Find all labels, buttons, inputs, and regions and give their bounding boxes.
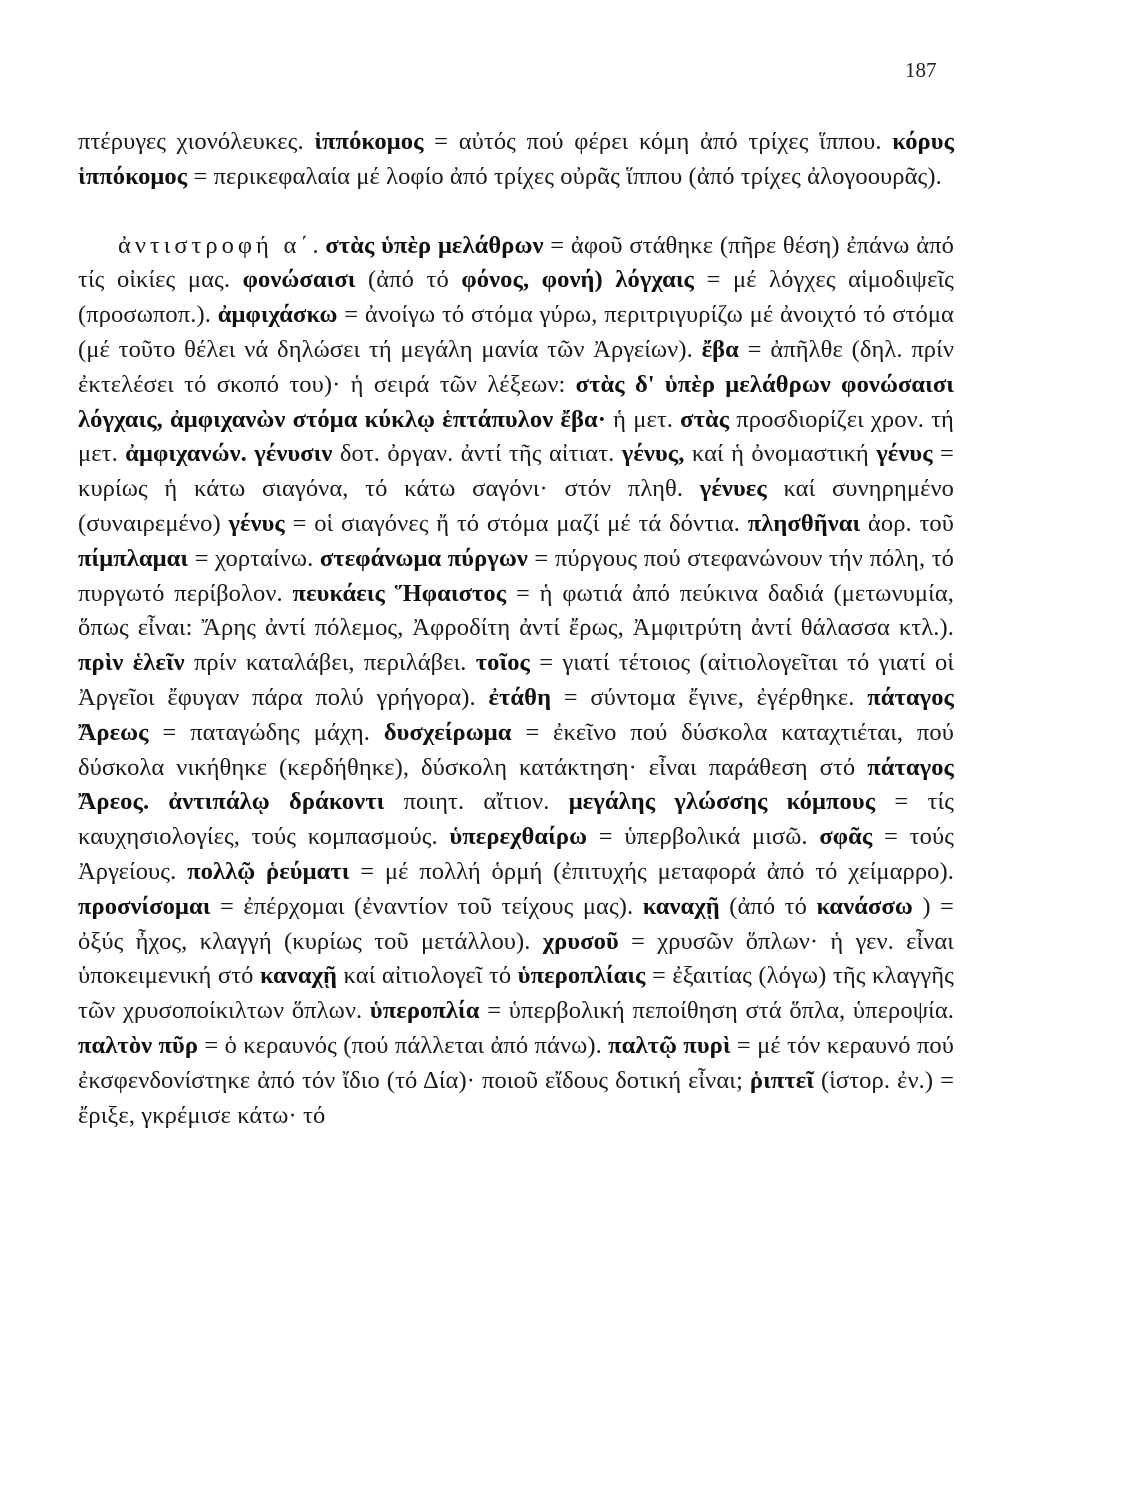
bold-term: λόγχαις	[615, 266, 694, 294]
paragraph-2	[78, 229, 954, 1134]
text-run: = τούς Ἀργείους.	[78, 823, 954, 885]
bold-term: ἐτάθη	[488, 683, 552, 711]
bold-term: πρὶν ἑλεῖν	[78, 649, 185, 677]
page-number: 187	[905, 58, 937, 82]
text-run: (ἱστορ. ἐν.) = ἔριξε, γκρέμισε κάτω· τό	[78, 1066, 955, 1129]
bold-term: πάταγος Ἄρεως	[78, 683, 954, 746]
text-run: = πύργους πού στεφανώνουν τήν πόλη, τό πυργωτό περίβολον.	[78, 544, 954, 607]
bold-term: σφᾶς	[819, 823, 873, 851]
bold-term: χρυσοῦ	[542, 927, 619, 955]
bold-term: γένυς	[876, 440, 933, 468]
text-run: καί αἰτιολογεῖ τό	[337, 962, 518, 990]
text-run: ἀορ. τοῦ	[860, 509, 955, 537]
bold-term: γένυες	[699, 475, 767, 503]
text-run: = μέ τόν κεραυνό πού ἐκσφενδονίστηκε ἀπό τόν ἴδιο (τό Δία)· ποιοῦ εἴδους δοτική εἶναι;	[78, 1031, 955, 1094]
text-run: = τίς καυχησιολογίες, τούς κομπασμούς.	[78, 788, 955, 851]
text-run: = ἀνοίγω τό στόμα γύρω, περιτριγυρίζω μέ ἀνοιχτό τό στόμα (μέ τοῦτο θέλει νά δηλώσει τή μεγάλη μανία τῶν Ἀργείων).	[78, 301, 954, 363]
text-run: (ἀπό τό	[355, 266, 462, 294]
paragraph-1	[78, 125, 954, 195]
text-run: = ὑπερβολική πεποίθηση στά ὅπλα, ὑπεροψία.	[479, 997, 954, 1025]
text-run: = ὁ κεραυνός (πού πάλλεται ἀπό πάνω).	[198, 1031, 609, 1059]
text-run: = ἀφοῦ στάθηκε (πῆρε θέση) ἐπάνω ἀπό τίς οἰκίες μας.	[78, 231, 954, 294]
bold-term: ἱππόκομος	[314, 128, 424, 155]
bold-term: ὑπερεχθαίρω	[449, 823, 588, 851]
bold-term: τοῖος	[475, 649, 530, 677]
text-run: πρίν καταλάβει, περιλάβει.	[184, 649, 476, 677]
bold-term: στεφάνωμα πύργων	[319, 544, 528, 572]
bold-term: δυσχείρωμα	[383, 718, 512, 746]
bold-term: ὑπεροπλίαις	[517, 962, 646, 990]
text-run: προσδιορίζει χρον. τή μετ.	[78, 405, 954, 468]
bold-term: παλτῷ πυρὶ	[608, 1031, 731, 1059]
text-run: ποιητ. αἴτιον.	[384, 788, 569, 816]
text-run: .	[312, 231, 326, 259]
bold-term: πίμπλαμαι	[78, 544, 189, 572]
text-run: = ἡ φωτιά ἀπό πεύκινα δαδιά (μετωνυμία, ὅπως εἶναι: Ἄρης ἀντί πόλεμος, Ἀφροδίτη ἀντί ἔρως, Ἀμφιτρύτη ἀντί θάλασσα κτλ.).	[78, 579, 954, 642]
text-run: = ἐξαιτίας (λόγω) τῆς κλαγγῆς τῶν χρυσοποίκιλτων ὅπλων.	[78, 962, 954, 1025]
bold-term: στὰς δ' ὑπὲρ μελάθρων φονώσαισι λόγχαις, ἀμφιχανὼν στόμα κύκλῳ ἑπτάπυλον ἔβα·	[78, 370, 954, 433]
text-run: δοτ. ὀργαν. ἀντί τῆς αἰτιατ.	[332, 440, 622, 468]
bold-term: πλησθῆναι	[747, 509, 861, 537]
bold-term: στὰς ὑπὲρ μελάθρων	[325, 231, 544, 259]
text-run: πτέρυγες χιονόλευκες.	[78, 128, 315, 155]
text-run: = αὐτός πού φέρει κόμη ἀπό τρίχες ἵππου.	[423, 128, 893, 155]
text-run: = μέ πολλή ὁρμή (ἐπιτυχής μεταφορά ἀπό τό χείμαρρο).	[349, 857, 955, 885]
text-run: = ἀπῆλθε (δηλ. πρίν ἐκτελέσει τό σκοπό του)· ἡ σειρά τῶν λέξεων:	[78, 335, 954, 398]
text-run: καί ἡ ὀνομαστική	[684, 440, 877, 468]
text-run	[603, 266, 616, 293]
bold-term: ἀμφιχανών. γένυσιν	[125, 440, 333, 468]
text-run: = περικεφαλαία μέ λοφίο ἀπό τρίχες οὐρᾶς ἵππου (ἀπό τρίχες ἀλογοουρᾶς).	[187, 162, 942, 190]
bold-term: φόνος, φονή)	[461, 266, 603, 294]
bold-term: πάταγος Ἄρεος. ἀντιπάλῳ δράκοντι	[78, 753, 954, 816]
bold-term: μεγάλης γλώσσης κόμπους	[568, 788, 876, 816]
text-run: = οἱ σιαγόνες ἤ τό στόμα μαζί μέ τά δόντια.	[284, 509, 748, 537]
text-run: ἡ μετ.	[606, 405, 681, 433]
bold-term: φονώσαισι	[242, 266, 356, 294]
bold-term: γένυς	[228, 509, 285, 537]
bold-term: πευκάεις Ἥφαιστος	[292, 579, 507, 607]
text-run: = μέ λόγχες αἱμοδιψεῖς (προσωποπ.).	[78, 266, 954, 329]
bold-term: στὰς	[680, 405, 730, 433]
text-run: = κυρίως ἡ κάτω σιαγόνα, τό κάτω σαγόνι· στόν πληθ.	[78, 440, 954, 503]
bold-term: ἀμφιχάσκω	[217, 301, 338, 329]
text-run: = χρυσῶν ὅπλων· ἡ γεν. εἶναι ὑποκειμενική στό	[78, 927, 954, 990]
text-run: = ὑπερβολικά μισῶ.	[587, 823, 820, 851]
bold-term: πολλῷ ῥεύματι	[187, 857, 350, 885]
bold-term: κανάσσω	[816, 892, 913, 920]
text-run: ) = ὀξύς ἦχος, κλαγγή (κυρίως τοῦ μετάλλου).	[78, 892, 954, 955]
bold-term: γένυς,	[621, 440, 685, 468]
text-run: = παταγώδης μάχη.	[148, 718, 384, 746]
bold-term: ἔβα	[701, 335, 739, 363]
body-text	[78, 125, 954, 1133]
spaced-heading: ἀντιστροφή α΄	[118, 231, 313, 259]
text-run: = χορταίνω.	[188, 544, 320, 572]
bold-term: κόρυς ἱππόκομος	[78, 128, 955, 190]
bold-term: ῥιπτεῖ	[749, 1066, 814, 1094]
bold-term: καναχῇ	[260, 962, 338, 990]
bold-term: καναχῇ	[642, 892, 720, 920]
text-run: = σύντομα ἔγινε, ἐγέρθηκε.	[551, 683, 868, 711]
text-run: (ἀπό τό	[719, 892, 817, 920]
bold-term: προσνίσομαι	[78, 892, 211, 920]
text-run: = ἐκεῖνο πού δύσκολα καταχτιέται, πού δύσκολα νικήθηκε (κερδήθηκε), δύσκολη κατάκτηση· εἶναι παράθεση στό	[78, 718, 954, 781]
text-run: καί συνηρημένο (συναιρεμένο)	[78, 475, 954, 537]
text-run: = γιατί τέτοιος (αἰτιολογεῖται τό γιατί οἱ Ἀργεῖοι ἔφυγαν πάρα πολύ γρήγορα).	[78, 649, 955, 711]
text-run: = ἐπέρχομαι (ἐναντίον τοῦ τείχους μας).	[210, 892, 643, 920]
bold-term: ὑπεροπλία	[369, 997, 480, 1025]
bold-term: παλτὸν πῦρ	[78, 1031, 199, 1059]
